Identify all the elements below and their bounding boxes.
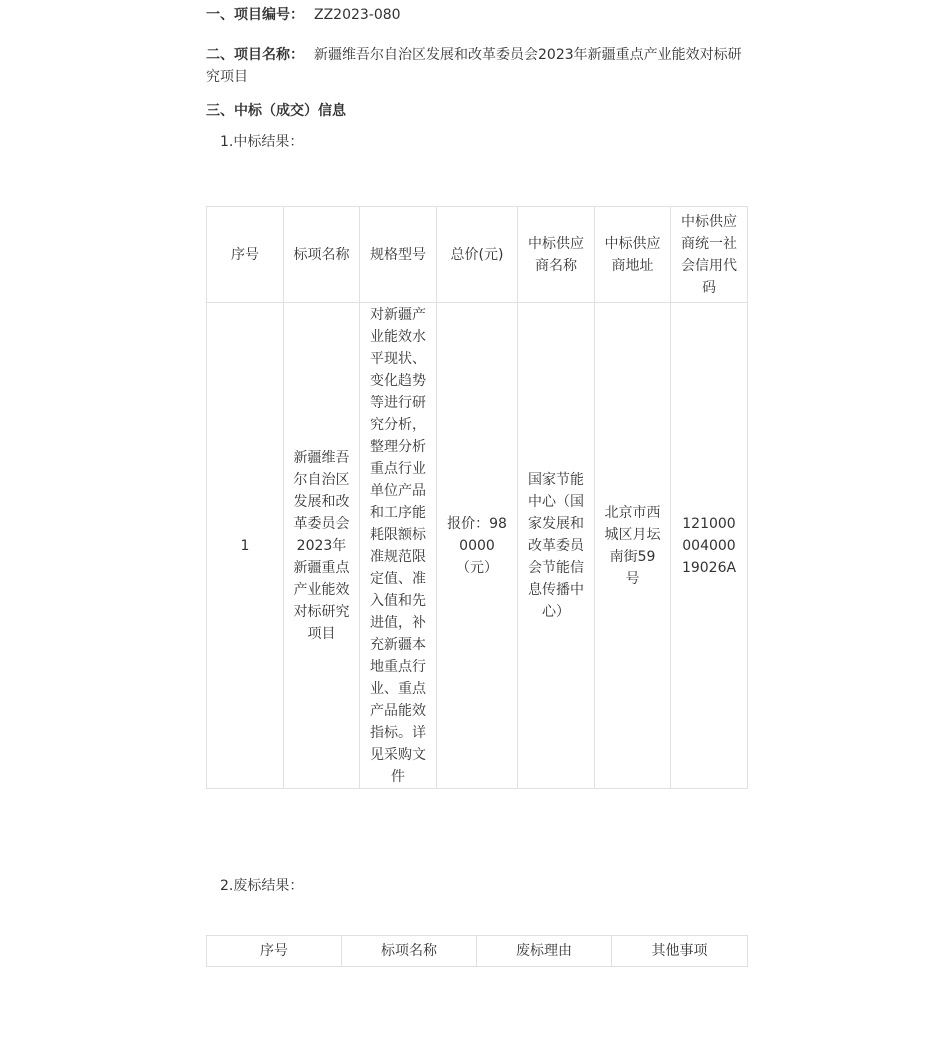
project-number xyxy=(206,4,750,26)
table-row xyxy=(207,303,748,789)
winning-result-table xyxy=(206,206,748,789)
supplier-address: 北京市西城区月坛南街59号 xyxy=(595,303,671,789)
project-name xyxy=(206,44,750,88)
header-cell: 总价(元) xyxy=(437,207,518,303)
header-cell: 序号 xyxy=(207,936,342,967)
winning-info-heading: 三、中标（成交）信息 xyxy=(206,103,346,119)
table-header-row xyxy=(207,936,748,967)
credit-code: 12100000400019026A xyxy=(671,303,748,789)
table-header-row xyxy=(207,207,748,303)
project-number-label: 一、项目编号： xyxy=(206,7,304,23)
header-cell: 中标供应商名称 xyxy=(518,207,595,303)
winning-result-label: 1.中标结果： xyxy=(220,134,304,150)
header-cell: 序号 xyxy=(207,207,284,303)
spec-model: 对新疆产业能效水平现状、变化趋势等进行研究分析，整理分析重点行业单位产品和工序能耗限额标准规范限定值、准入值和先进值，补充新疆本地重点行业、重点产品能效指标。详见采购文件 xyxy=(360,303,437,789)
header-cell: 中标供应商地址 xyxy=(595,207,671,303)
project-name-label: 二、项目名称： xyxy=(206,47,304,63)
header-cell: 标项名称 xyxy=(284,207,360,303)
void-result-table xyxy=(206,935,748,967)
header-cell: 其他事项 xyxy=(612,936,748,967)
header-cell: 规格型号 xyxy=(360,207,437,303)
header-cell: 中标供应商统一社会信用代码 xyxy=(671,207,748,303)
total-price: 报价：980000（元） xyxy=(437,303,518,789)
row-number: 1 xyxy=(207,303,284,789)
item-name: 新疆维吾尔自治区发展和改革委员会2023年新疆重点产业能效对标研究项目 xyxy=(284,303,360,789)
header-cell: 废标理由 xyxy=(477,936,612,967)
void-result-label: 2.废标结果： xyxy=(220,878,304,894)
supplier-name: 国家节能中心（国家发展和改革委员会节能信息传播中心） xyxy=(518,303,595,789)
project-name-value: 新疆维吾尔自治区发展和改革委员会2023年新疆重点产业能效对标研究项目 xyxy=(206,47,742,85)
header-cell: 标项名称 xyxy=(342,936,477,967)
project-number-value: ZZ2023-080 xyxy=(314,7,401,23)
